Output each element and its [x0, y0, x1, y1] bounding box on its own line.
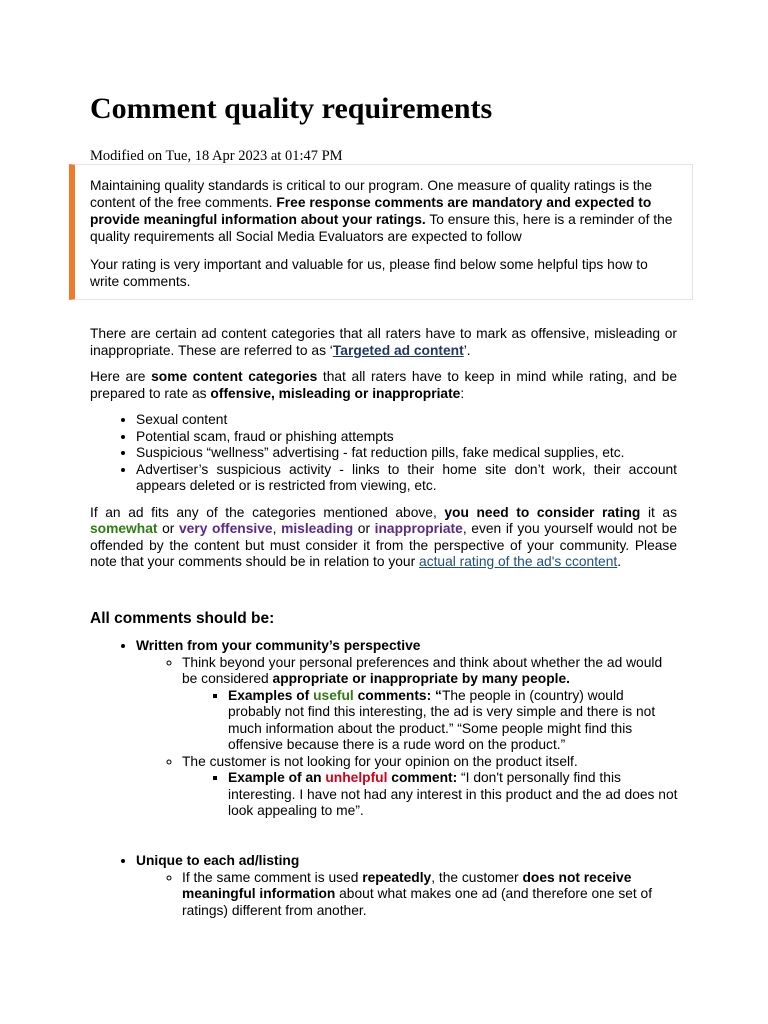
list-item: [182, 870, 680, 920]
unique-list: [90, 853, 680, 919]
unique-heading: Unique to each ad/listing: [136, 853, 300, 868]
intro-text: There are certain ad content categories that all raters have to mark as offensive, misleading or inappropriate. These are referred to as ‘: [90, 326, 677, 358]
example-text: “I don't personally find this interesting. I have not had any interest in this product and the ad does not look appealing to me”.: [228, 770, 678, 818]
community-list: [90, 638, 680, 820]
callout-paragraph-1: [90, 177, 676, 245]
rating-bold: you need to consider rating: [444, 504, 641, 520]
list-item: [182, 655, 680, 754]
rating-text: , even if you yourself would not be offended by the content but must consider it from the perspective of your community. Please note that your comments should be in relation to your: [90, 521, 678, 569]
unique-section: [90, 853, 680, 919]
section-heading: All comments should be:: [90, 610, 275, 627]
unique-bold: repeatedly: [362, 869, 432, 885]
community-heading: Written from your community’s perspective: [136, 638, 421, 653]
callout-text: To ensure this, here is a reminder of the quality requirements all Social Media Evaluators are expected to follow: [90, 212, 673, 244]
unique-text: about what makes one ad (and therefore one set of ratings) different from another.: [182, 886, 653, 918]
useful-label: useful: [313, 687, 354, 703]
categories-text: that all raters have to keep in mind while rating, and be prepared to rate as: [90, 369, 677, 401]
list-item: • Potential scam, fraud or phishing attempts: [136, 429, 677, 446]
list-item: • Advertiser’s suspicious activity - links to their home site don’t work, their account appears deleted or is restricted from viewing, etc.: [136, 462, 677, 495]
unique-text: If the same comment is used: [182, 869, 363, 885]
intro-text: ’.: [463, 342, 471, 358]
unique-sublist: [136, 870, 680, 920]
list-item: [136, 638, 680, 820]
categories-list: [90, 412, 677, 495]
unique-text: , the customer: [431, 869, 523, 885]
rating-text: ,: [272, 521, 282, 536]
list-item: • Suspicious “wellness” advertising - fat reduction pills, fake medical supplies, etc.: [136, 445, 677, 462]
list-item: [228, 770, 680, 820]
list-item: [136, 853, 680, 919]
rating-text: .: [617, 554, 622, 569]
example-label: Example of an: [228, 770, 326, 785]
list-item: [182, 754, 680, 820]
community-bold: appropriate or inappropriate by many people.: [272, 671, 570, 686]
somewhat-label: somewhat: [90, 521, 158, 536]
inappropriate-label: inappropriate: [374, 521, 463, 536]
callout-box: [69, 164, 693, 300]
categories-bold: offensive, misleading or inappropriate: [210, 385, 461, 401]
categories-bold: some content categories: [151, 369, 318, 384]
targeted-ad-content-link[interactable]: Targeted ad content: [332, 342, 464, 358]
community-text: Think beyond your personal preferences and think about whether the ad would be considered: [182, 654, 663, 686]
example-label: Examples of: [228, 687, 314, 703]
page-title: Comment quality requirements: [90, 92, 493, 125]
community-section: [90, 638, 680, 820]
useful-examples-list: [182, 688, 680, 754]
unhelpful-label: unhelpful: [325, 770, 388, 785]
callout-paragraph-2: Your rating is very important and valuable for us, please find below some helpful tips how to write comments.: [90, 257, 648, 289]
list-item: • Sexual content: [136, 412, 677, 429]
callout-text: Maintaining quality standards is critical to our program. One measure of quality ratings is the content of the free comments.: [90, 178, 653, 210]
community-text: The customer is not looking for your opinion on the product itself.: [182, 753, 578, 769]
categories-paragraph: [90, 369, 677, 402]
community-sublist: [136, 655, 680, 820]
rating-text: it as: [640, 504, 678, 520]
categories-text: :: [460, 385, 465, 401]
example-text: The people in (country) would probably not find this interesting, the ad is very simple and there is not much information about the product.” “Some people might find this offensive because there is a rude word on the product.”: [228, 687, 656, 752]
intro-paragraph: [90, 326, 677, 359]
callout-bold-text: Free response comments are mandatory and expected to provide meaningful information about your ratings.: [90, 195, 652, 227]
rating-paragraph: [90, 505, 677, 571]
example-label: comment:: [387, 770, 458, 785]
rating-text: or: [353, 521, 375, 536]
very-offensive-label: very offensive: [179, 521, 273, 536]
rating-text: or: [157, 521, 179, 536]
categories-text: Here are: [90, 369, 152, 384]
example-label: comments: “: [353, 687, 442, 703]
actual-rating-link[interactable]: actual rating of the ad's ccontent: [419, 554, 618, 569]
body-content: [90, 326, 677, 581]
rating-text: If an ad fits any of the categories mentioned above,: [90, 504, 445, 520]
misleading-label: misleading: [281, 521, 354, 536]
unique-bold: does not receive meaningful information: [182, 869, 632, 901]
list-item: [228, 688, 680, 754]
modified-date: Modified on Tue, 18 Apr 2023 at 01:47 PM: [90, 148, 343, 164]
unhelpful-examples-list: [182, 770, 680, 820]
